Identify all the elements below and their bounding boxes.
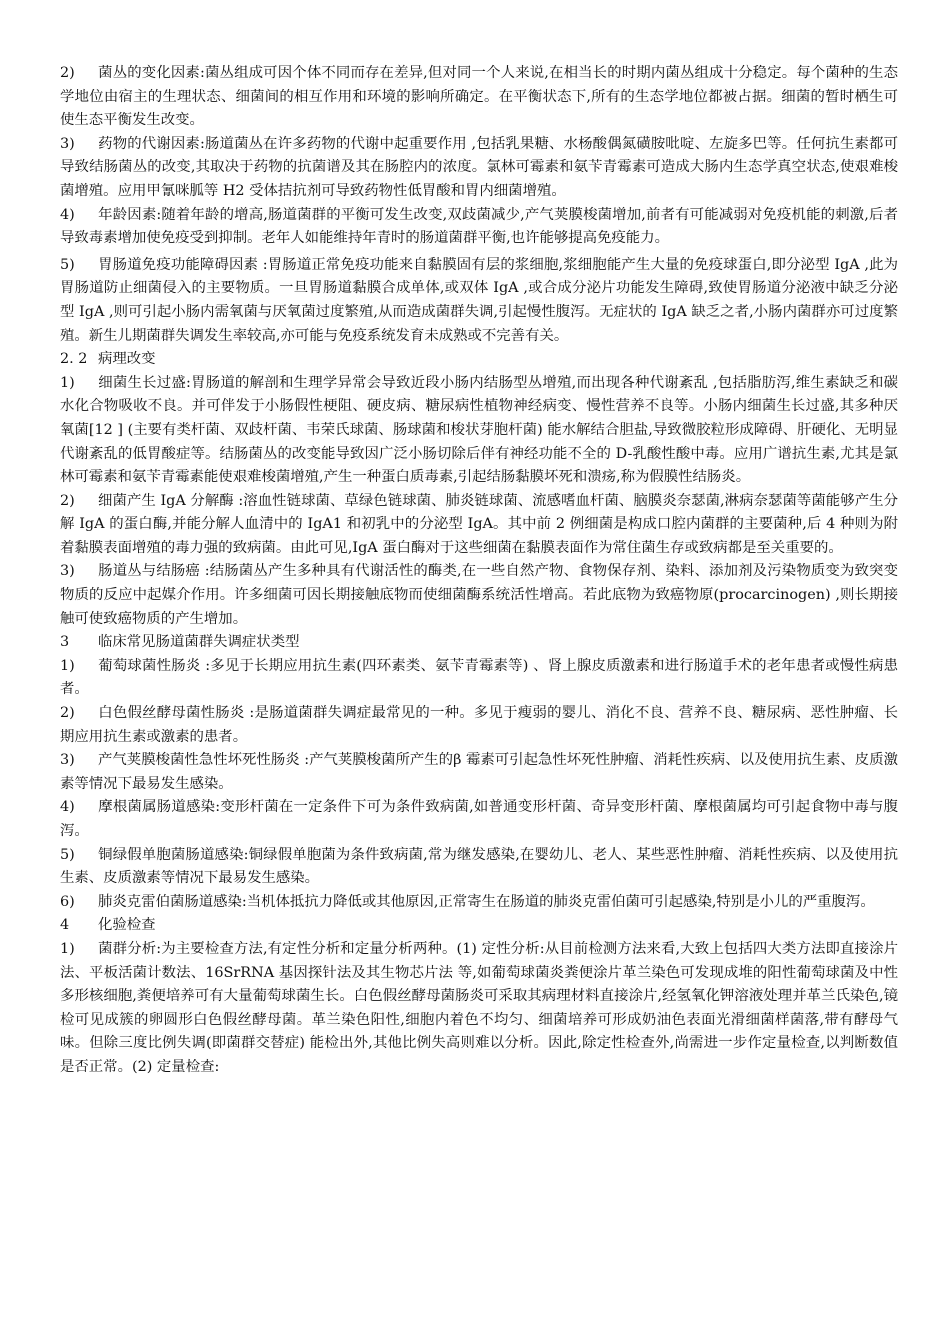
item-number: 4) [60, 799, 75, 816]
item-text: 胃肠道免疫功能障碍因素 :胃肠道正常免疫功能来自黏膜固有层的浆细胞,浆细胞能产生大量的免疫球蛋白,即分泌型 IgA ,此为胃肠道防止细菌侵入的主要物质。一旦胃肠道黏膜合成单体,或双体 IgA ,或合成分泌片功能发生障碍,致使胃肠道分泌液中缺乏分泌型 IgA ,则可引起小肠内需氧菌与厌氧菌过度繁殖,从而造成菌群失调,引起慢性腹泻。无症状的 IgA 缺乏之者,小肠内菌群亦可过度繁殖。新生儿期菌群失调发生率较高,亦可能与免疫系统发育未成熟或不完善有关。 [60, 256, 898, 344]
item-text: 产气荚膜梭菌性急性坏死性肠炎 :产气荚膜梭菌所产生的β 霉素可引起急性坏死性肿瘤、消耗性疾病、以及使用抗生素、皮质激素等情况下最易发生感染。 [60, 752, 898, 792]
paragraph-p10 [60, 749, 898, 796]
section-title: 临床常见肠道菌群失调症状类型 [98, 634, 300, 651]
section-heading-3 [60, 631, 898, 655]
item-number: 1) [60, 940, 75, 957]
paragraph-p8 [60, 655, 898, 702]
item-text: 细菌生长过盛:胃肠道的解剖和生理学异常会导致近段小肠内结肠型丛增殖,而出现各种代谢紊乱 ,包括脂肪泻,维生素缺乏和碳水化合物吸收不良。并可伴发于小肠假性梗阻、硬皮病、糖尿病性植物神经病变、慢性营养不良等。小肠内细菌生长过盛,其多种厌氧菌[12 ] (主要有类杆菌、双歧杆菌、韦荣氏球菌、肠球菌和梭状芽胞杆菌) 能水解结合胆盐,导致微胶粒形成障碍、肝硬化、无明显代谢紊乱的低胃酸症等。结肠菌丛的改变能导致因广泛小肠切除后伴有神经功能不全的 D-乳酸性酸中毒。应用广谱抗生素,尤其是氯林可霉素和氨苄青霉素能使艰难梭菌增殖,产生一种蛋白质毒素,引起结肠黏膜坏死和溃疡,称为假膜性结肠炎。 [60, 374, 898, 486]
section-number: 2. 2 [60, 351, 88, 368]
item-text: 细菌产生 IgA 分解酶 :溶血性链球菌、草绿色链球菌、肺炎链球菌、流感嗜血杆菌、脑膜炎奈瑟菌,淋病奈瑟菌等菌能够产生分解 IgA 的蛋白酶,并能分解人血清中的 IgA1 和初乳中的分泌型 IgA。其中前 2 例细菌是构成口腔内菌群的主要菌种,后 4 种则为附着黏膜表面增殖的毒力强的致病菌。由此可见,IgA 蛋白酶对于这些细菌在黏膜表面作为常住菌生存或致病都是至关重要的。 [60, 492, 898, 556]
paragraph-p4 [60, 254, 898, 348]
item-number: 3) [60, 752, 75, 769]
section-number: 4 [60, 917, 70, 934]
paragraph-p14 [60, 938, 898, 1080]
item-text: 白色假丝酵母菌性肠炎 :是肠道菌群失调症最常见的一种。多见于瘦弱的婴儿、消化不良、营养不良、糖尿病、恶性肿瘤、长期应用抗生素或激素的患者。 [60, 705, 898, 745]
item-number: 6) [60, 893, 75, 910]
item-number: 1) [60, 374, 75, 391]
paragraph-p11 [60, 796, 898, 843]
item-text: 药物的代谢因素:肠道菌丛在许多药物的代谢中起重要作用 ,包括乳果糖、水杨酸偶氮磺胺吡啶、左旋多巴等。任何抗生素都可导致结肠菌丛的改变,其取决于药物的抗菌谱及其在肠腔内的浓度。氯林可霉素和氨苄青霉素可造成大肠内生态学真空状态,使艰难梭菌增殖。应用甲氰咪胍等 H2 受体拮抗剂可导致药物性低胃酸和胃内细菌增殖。 [60, 135, 898, 199]
item-text: 肺炎克雷伯菌肠道感染:当机体抵抗力降低或其他原因,正常寄生在肠道的肺炎克雷伯菌可引起感染,特别是小儿的严重腹泻。 [98, 893, 875, 910]
item-number: 3) [60, 135, 75, 152]
item-text: 摩根菌属肠道感染:变形杆菌在一定条件下可为条件致病菌,如普通变形杆菌、奇异变形杆菌、摩根菌属均可引起食物中毒与腹泻。 [60, 799, 898, 839]
item-text: 肠道丛与结肠癌 :结肠菌丛产生多种具有代谢活性的酶类,在一些自然产物、食物保存剂、染料、添加剂及污染物质变为致突变物质的反应中起媒介作用。许多细菌可因长期接触底物而使细菌酶系统活性增高。若此底物为致癌物原(procarcinogen) ,则长期接触可使致癌物质的产生增加。 [60, 563, 898, 627]
paragraph-p7 [60, 560, 898, 631]
paragraph-p9 [60, 702, 898, 749]
paragraph-p2 [60, 133, 898, 204]
item-text: 菌丛的变化因素:菌丛组成可因个体不同而存在差异,但对同一个人来说,在相当长的时期内菌丛组成十分稳定。每个菌种的生态学地位由宿主的生理状态、细菌间的相互作用和环境的影响所确定。在平衡状态下,所有的生态学地位都被占据。细菌的暂时栖生可使生态平衡发生改变。 [60, 65, 898, 129]
item-text: 铜绿假单胞菌肠道感染:铜绿假单胞菌为条件致病菌,常为继发感染,在婴幼儿、老人、某些恶性肿瘤、消耗性疾病、以及使用抗生素、皮质激素等情况下最易发生感染。 [60, 846, 898, 887]
item-text: 年龄因素:随着年龄的增高,肠道菌群的平衡可发生改变,双歧菌减少,产气荚膜梭菌增加,前者有可能减弱对免疫机能的刺激,后者导致毒素增加使免疫受到抑制。老年人如能维持年青时的肠道菌群平衡,也许能够提高免疫能力。 [60, 206, 898, 247]
item-number: 5) [60, 256, 75, 273]
item-number: 3) [60, 563, 75, 580]
item-number: 2) [60, 65, 75, 81]
item-number: 5) [60, 846, 75, 863]
item-text: 葡萄球菌性肠炎 :多见于长期应用抗生素(四环素类、氨苄青霉素等) 、肾上腺皮质激素和进行肠道手术的老年患者或慢性病患者。 [60, 657, 898, 698]
item-number: 2) [60, 705, 75, 722]
item-number: 1) [60, 657, 75, 674]
paragraph-p12 [60, 844, 898, 891]
item-text: 菌群分析:为主要检查方法,有定性分析和定量分析两种。(1) 定性分析:从目前检测方法来看,大致上包括四大类方法即直接涂片法、平板活菌计数法、16SrRNA 基因探针法及其生物芯片法 等,如葡萄球菌炎粪便涂片革兰染色可发现成堆的阳性葡萄球菌及中性多形核细胞,粪便培养可有大量葡萄球菌生长。白色假丝酵母菌肠炎可采取其病理材料直接涂片,经氢氧化钾溶液处理并革兰氏染色,镜检可见成簇的卵圆形白色假丝酵母菌。革兰染色阳性,细胞内着色不均匀、细菌培养可形成奶油色表面光滑细菌样菌落,带有酵母气味。但除三度比例失调(即菌群交替症) 能检出外,其他比例失高则难以分析。因此,除定性检查外,尚需进一步作定量检查,以判断数值是否正常。(2) 定量检查: [60, 940, 898, 1075]
item-number: 2) [60, 492, 75, 509]
section-title: 病理改变 [98, 351, 156, 368]
paragraph-p1 [60, 62, 898, 133]
item-number: 4) [60, 206, 75, 223]
section-title: 化验检查 [98, 917, 156, 934]
section-heading-2-2 [60, 348, 898, 372]
section-number: 3 [60, 634, 70, 651]
paragraph-p5 [60, 372, 898, 490]
section-heading-4 [60, 914, 898, 938]
paragraph-p6 [60, 490, 898, 561]
paragraph-p3 [60, 204, 898, 251]
paragraph-p13 [60, 891, 898, 915]
